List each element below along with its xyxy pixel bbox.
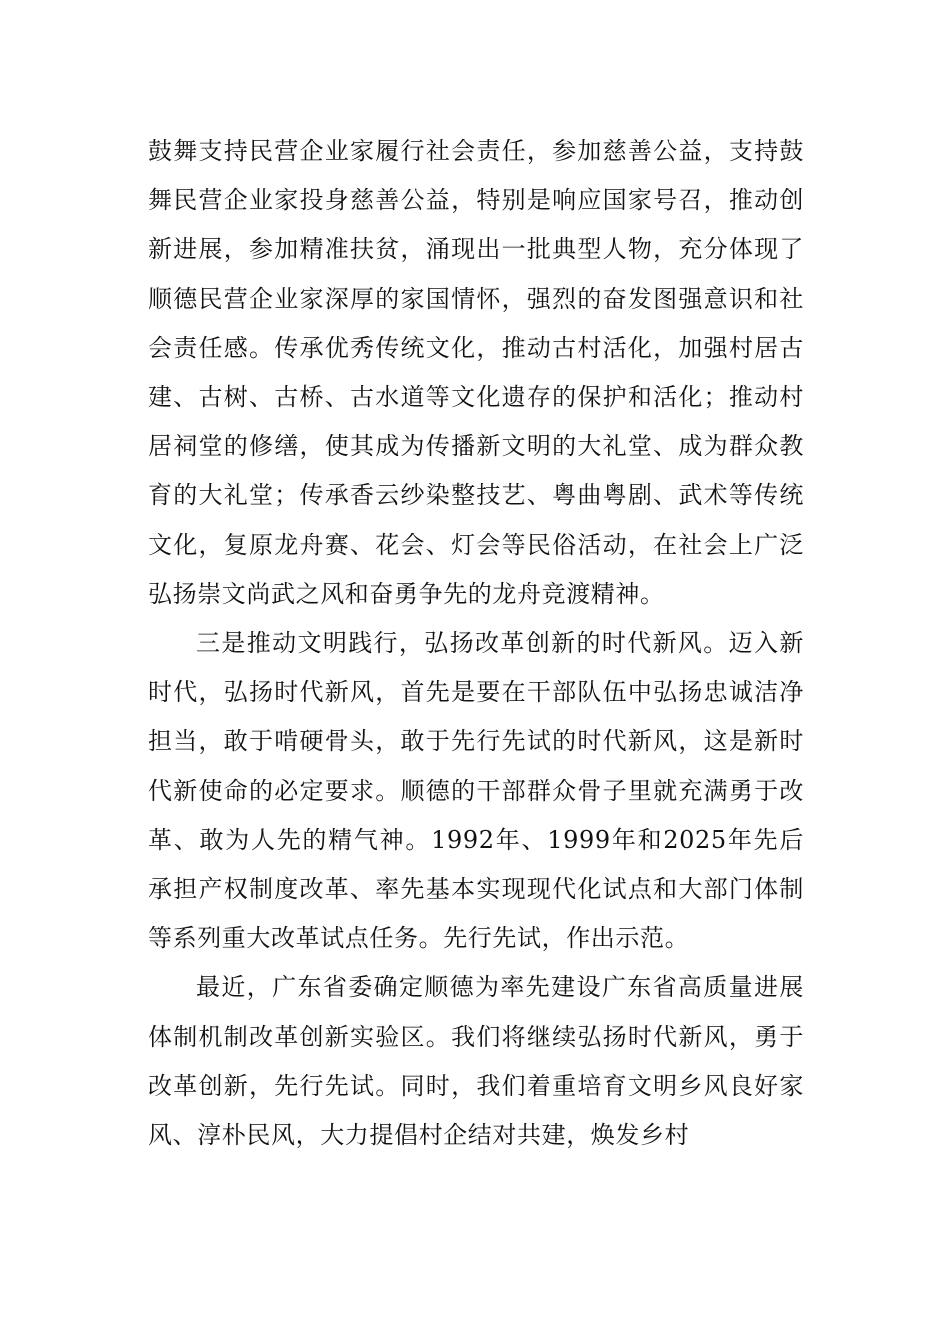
paragraph-3: 最近，广东省委确定顺德为率先建设广东省高质量进展体制机制改革创新实验区。我们将继续弘扬时代新风，勇于改革创新，先行先试。同时，我们着重培育文明乡风良好家风、淳朴民风，大力提倡村企结对共建，焕发乡村 (148, 973, 804, 1150)
paragraph-2: 三是推动文明践行，弘扬改革创新的时代新风。迈入新时代，弘扬时代新风，首先是要在干部队伍中弘扬忠诚洁净担当，敢于啃硬骨头，敢于先行先试的时代新风，这是新时代新使命的必定要求。顺德的干部群众骨子里就充满勇于改革、敢为人先的精气神。1992年、1999年和2025年先后承担产权制度改革、率先基本实现现代化试点和大部门体制等系列重大改革试点任务。先行先试，作出示范。 (148, 629, 804, 953)
paragraph-1: 鼓舞支持民营企业家履行社会责任，参加慈善公益，支持鼓舞民营企业家投身慈善公益，特别是响应国家号召，推动创新进展，参加精准扶贫，涌现出一批典型人物，充分体现了顺德民营企业家深厚的家国情怀，强烈的奋发图强意识和社会责任感。传承优秀传统文化，推动古村活化，加强村居古建、古树、古桥、古水道等文化遗存的保护和活化；推动村居祠堂的修缮，使其成为传播新文明的大礼堂、成为群众教育的大礼堂；传承香云纱染整技艺、粤曲粤剧、武术等传统文化，复原龙舟赛、花会、灯会等民俗活动，在社会上广泛弘扬崇文尚武之风和奋勇争先的龙舟竞渡精神。 (148, 137, 804, 608)
document-body (148, 127, 804, 1160)
